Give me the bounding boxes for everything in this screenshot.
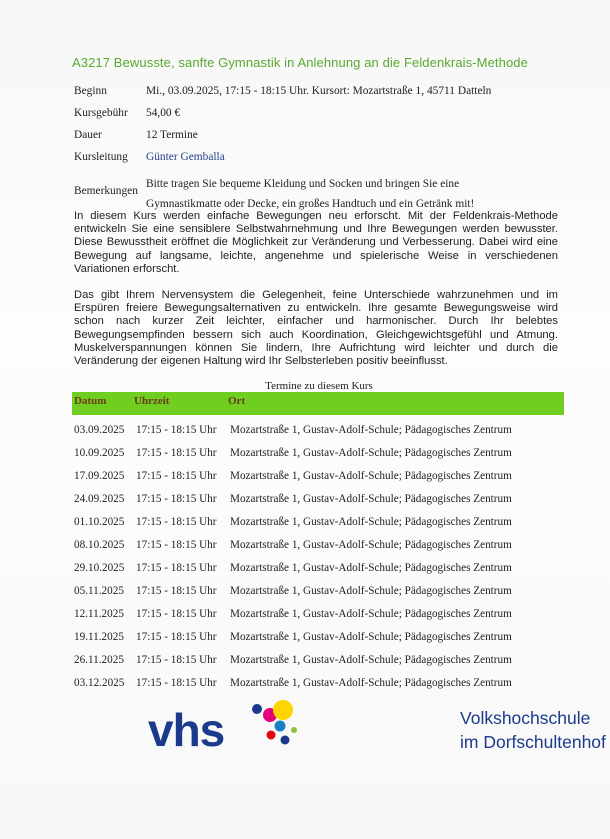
row-time: 17:15 - 18:15 Uhr: [136, 470, 217, 482]
row-time: 17:15 - 18:15 Uhr: [136, 424, 217, 436]
row-place: Mozartstraße 1, Gustav-Adolf-Schule; Pädagogisches Zentrum: [230, 631, 512, 643]
row-date: 17.09.2025: [74, 470, 125, 482]
row-date: 05.11.2025: [74, 585, 124, 597]
description-paragraph-2: Das gibt Ihrem Nervensystem die Gelegenheit, feine Unterschiede wahrzunehmen und im Erspüren freiere Bewegungsalternativen zu entwickeln. Ihre gesamte Bewegungsweise wird schon nach kurzer Zeit leichter, einfacher und harmonischer. Durch Ihr belebtes Bewegungsempfinden bessern sich auch Koordination, Gleichgewichtsgefühl und Atmung. Muskelverspannungen können Sie lindern, Ihre Aufrichtung wird leichter und durch die Veränderung der eigenen Haltung wird Ihr Selbsterleben positiv beeinflusst.: [74, 289, 558, 368]
dauer-label: Dauer: [74, 129, 102, 141]
leitung-value: Günter Gemballa: [146, 151, 225, 163]
table-row: [74, 464, 564, 487]
table-row: [74, 487, 564, 510]
logo-line-2: im Dorfschultenhof: [460, 732, 606, 752]
row-time: 17:15 - 18:15 Uhr: [136, 516, 217, 528]
beginn-value: Mi., 03.09.2025, 17:15 - 18:15 Uhr. Kursort: Mozartstraße 1, 45711 Datteln: [146, 85, 492, 97]
row-place: Mozartstraße 1, Gustav-Adolf-Schule; Pädagogisches Zentrum: [230, 654, 512, 666]
row-time: 17:15 - 18:15 Uhr: [136, 677, 217, 689]
row-date: 08.10.2025: [74, 539, 125, 551]
row-place: Mozartstraße 1, Gustav-Adolf-Schule; Pädagogisches Zentrum: [230, 470, 512, 482]
table-row: [74, 533, 564, 556]
row-time: 17:15 - 18:15 Uhr: [136, 447, 217, 459]
table-row: [74, 671, 564, 694]
row-time: 17:15 - 18:15 Uhr: [136, 608, 217, 620]
row-date: 03.09.2025: [74, 424, 125, 436]
row-date: 12.11.2025: [74, 608, 124, 620]
table-row: [74, 441, 564, 464]
row-place: Mozartstraße 1, Gustav-Adolf-Schule; Pädagogisches Zentrum: [230, 677, 512, 689]
row-time: 17:15 - 18:15 Uhr: [136, 493, 217, 505]
table-row: [74, 625, 564, 648]
header-ort: Ort: [228, 395, 246, 407]
row-place: Mozartstraße 1, Gustav-Adolf-Schule; Pädagogisches Zentrum: [230, 608, 512, 620]
row-date: 24.09.2025: [74, 493, 125, 505]
row-time: 17:15 - 18:15 Uhr: [136, 539, 217, 551]
description-paragraph-1: In diesem Kurs werden einfache Bewegungen neu erforscht. Mit der Feldenkrais-Methode entwickeln Sie eine sensiblere Selbstwahrnehmung und Ihre Bewegungen werden bewusster. Diese Bewusstheit eröffnet die Möglichkeit zur Veränderung und Verbesserung. Dabei wird eine Bewegung auf langsame, leichte, angenehme und spielerische Weise in verschiedenen Variationen erforscht.: [74, 210, 558, 275]
row-place: Mozartstraße 1, Gustav-Adolf-Schule; Pädagogisches Zentrum: [230, 585, 512, 597]
logo-dot-green: [291, 727, 297, 733]
gebuehr-value: 54,00 €: [146, 107, 181, 119]
table-row: [74, 602, 564, 625]
gebuehr-label: Kursgebühr: [74, 107, 128, 119]
logo-dot-lightblue: [275, 721, 286, 732]
logo-dot-blue-small: [252, 704, 262, 714]
row-date: 10.09.2025: [74, 447, 125, 459]
vhs-letters: vhs: [148, 704, 225, 756]
row-time: 17:15 - 18:15 Uhr: [136, 585, 217, 597]
row-time: 17:15 - 18:15 Uhr: [136, 654, 217, 666]
row-place: Mozartstraße 1, Gustav-Adolf-Schule; Pädagogisches Zentrum: [230, 447, 512, 459]
logo-line-1: Volkshochschule: [460, 708, 591, 728]
bemerkungen-value: [146, 174, 546, 214]
leitung-label: Kursleitung: [74, 151, 128, 163]
row-date: 29.10.2025: [74, 562, 125, 574]
row-date: 01.10.2025: [74, 516, 125, 528]
row-time: 17:15 - 18:15 Uhr: [136, 562, 217, 574]
row-place: Mozartstraße 1, Gustav-Adolf-Schule; Pädagogisches Zentrum: [230, 562, 512, 574]
vhs-logo: [148, 700, 606, 760]
table-row: [74, 648, 564, 671]
logo-dot-yellow: [273, 700, 293, 720]
beginn-label: Beginn: [74, 85, 107, 97]
logo-dot-navy: [281, 736, 290, 745]
header-uhrzeit: Uhrzeit: [134, 395, 170, 407]
row-time: 17:15 - 18:15 Uhr: [136, 631, 217, 643]
row-place: Mozartstraße 1, Gustav-Adolf-Schule; Pädagogisches Zentrum: [230, 493, 512, 505]
row-place: Mozartstraße 1, Gustav-Adolf-Schule; Pädagogisches Zentrum: [230, 516, 512, 528]
dauer-value: 12 Termine: [146, 129, 198, 141]
schedule-rows: [74, 418, 564, 694]
header-datum: Datum: [74, 395, 107, 407]
table-row: [74, 556, 564, 579]
schedule-header: [72, 392, 564, 415]
row-date: 19.11.2025: [74, 631, 124, 643]
bemerkungen-line-1: Bitte tragen Sie bequeme Kleidung und Socken und bringen Sie eine: [146, 178, 460, 190]
schedule-caption: Termine zu diesem Kurs: [265, 380, 373, 392]
row-place: Mozartstraße 1, Gustav-Adolf-Schule; Pädagogisches Zentrum: [230, 424, 512, 436]
vhs-logo-mark: [148, 700, 308, 760]
table-row: [74, 579, 564, 602]
table-row: [74, 510, 564, 533]
course-title: A3217 Bewusste, sanfte Gymnastik in Anlehnung an die Feldenkrais-Methode: [72, 55, 528, 70]
bemerkungen-label: Bemerkungen: [74, 185, 138, 197]
row-place: Mozartstraße 1, Gustav-Adolf-Schule; Pädagogisches Zentrum: [230, 539, 512, 551]
bemerkungen-line-2: Gymnastikmatte oder Decke, ein großes Handtuch und ein Getränk mit!: [146, 198, 475, 210]
row-date: 26.11.2025: [74, 654, 124, 666]
row-date: 03.12.2025: [74, 677, 125, 689]
table-row: [74, 418, 564, 441]
logo-dot-red: [267, 731, 276, 740]
